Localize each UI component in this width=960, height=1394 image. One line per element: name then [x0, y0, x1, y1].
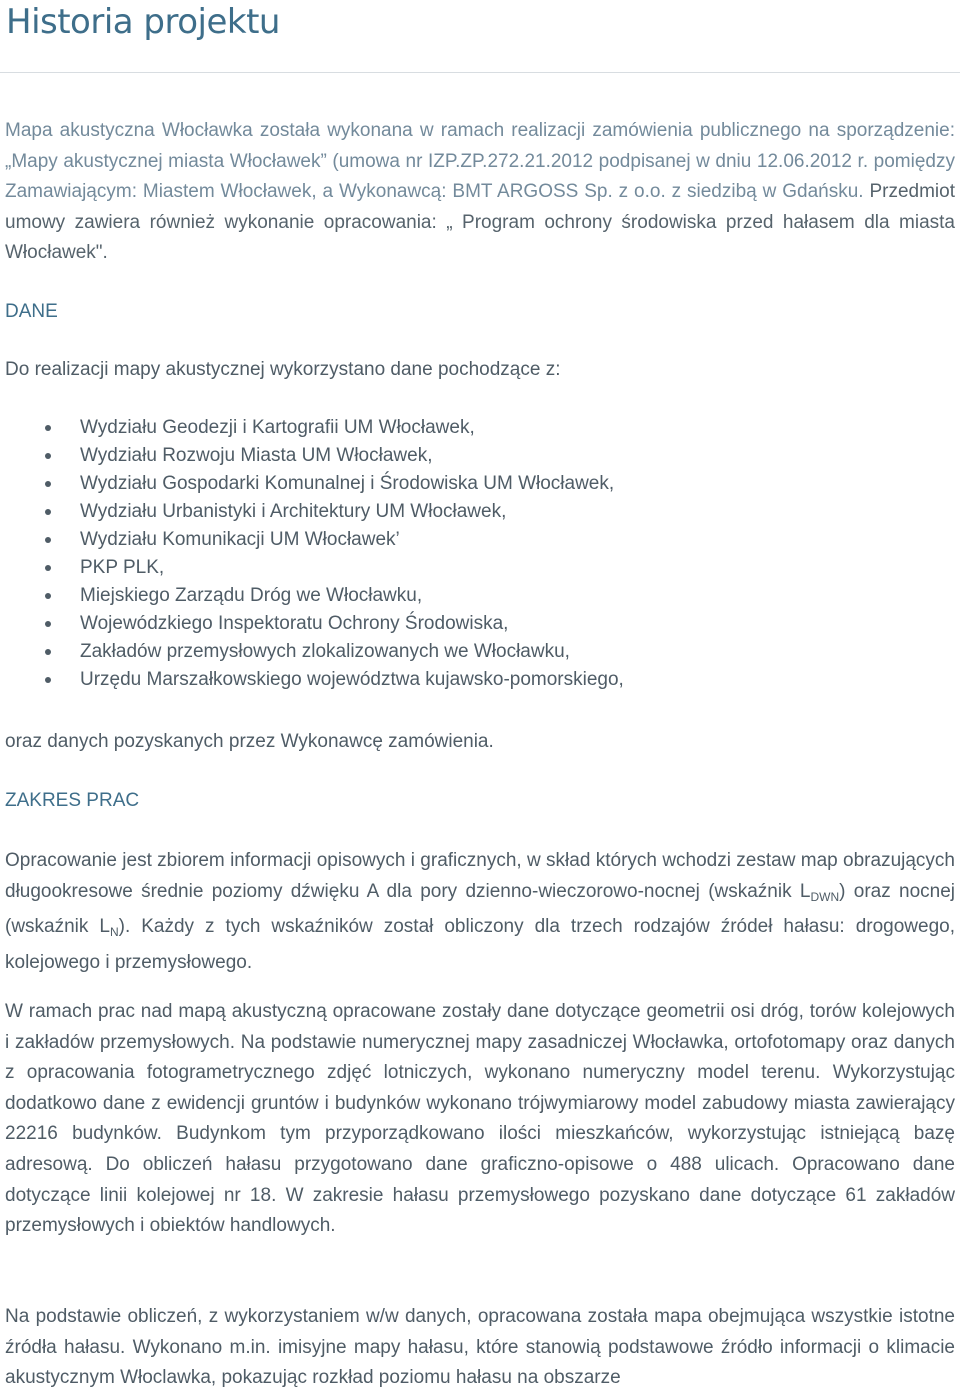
- subscript-dwn: DWN: [810, 889, 840, 904]
- page-title: Historia projektu: [6, 2, 280, 42]
- subscript-n: N: [109, 925, 119, 940]
- intro-text-b: Przedmiot umowy zawiera również wykonanie opracowania: „ Program ochrony środowiska przed hałasem dla miasta Włocławek".: [5, 181, 955, 264]
- bullet-icon: [45, 481, 51, 487]
- bullet-icon: [45, 677, 51, 683]
- bullet-icon: [45, 565, 51, 571]
- list-item: Wojewódzkiego Inspektoratu Ochrony Środowiska,: [0, 610, 624, 638]
- title-divider: [0, 72, 960, 73]
- zakres-paragraph-1: Opracowanie jest zbiorem informacji opisowych i graficznych, w skład których wchodzi zestaw map obrazujących długookresowe średnie poziomy dźwięku A dla pory dzienno-wieczorowo-nocnej (wskaźnik $L_{DWN}$) oraz nocnej (wskaźnik $L_N$). Każdy z tych wskaźników został obliczony dla trzech rodzajów źródeł hałasu: drogowego, kolejowego i przemysłowego.: [5, 850, 956, 973]
- zakres-paragraph-3: Na podstawie obliczeń, z wykorzystaniem w/w danych, opracowana została mapa obejmująca wszystkie istotne źródła hałasu. Wykonano m.in. imisyjne mapy hałasu, które stanowią podstawowe źródło informacji o klimacie akustycznym Włoclawka, pokazując rozkład poziomu hałasu na obszarze: [5, 1306, 955, 1389]
- list-item: Wydziału Rozwoju Miasta UM Włocławek,: [0, 442, 624, 470]
- list-item: Wydziału Urbanistyki i Architektury UM Włocławek,: [0, 498, 624, 526]
- list-item: PKP PLK,: [0, 554, 624, 582]
- bullet-icon: [45, 537, 51, 543]
- list-item: Wydziału Geodezji i Kartografii UM Włocławek,: [0, 414, 624, 442]
- bullet-icon: [45, 649, 51, 655]
- list-item: Wydziału Komunikacji UM Włocławek’: [0, 526, 624, 554]
- section-heading-dane: DANE: [5, 301, 58, 322]
- bullet-icon: [45, 509, 51, 515]
- list-item: Zakładów przemysłowych zlokalizowanych we Włocławku,: [0, 638, 624, 666]
- list-item: Wydziału Gospodarki Komunalnej i Środowiska UM Włocławek,: [0, 470, 624, 498]
- dane-closing: oraz danych pozyskanych przez Wykonawcę zamówienia.: [5, 731, 494, 752]
- bullet-icon: [45, 593, 51, 599]
- zakres-paragraph-2: W ramach prac nad mapą akustyczną opracowane zostały dane dotyczące geometrii osi dróg, torów kolejowych i zakładów przemysłowych. Na podstawie numerycznej mapy zasadniczej Włocławka, ortofotomapy oraz danych z opracowania fotogrametrycznego zdjęć lotniczych, wykonano numeryczny model terenu. Wykorzystując dodatkowo dane z ewidencji gruntów i budynków wykonano trójwymiarowy model zabudowy miasta zawierający 22216 budynków. Budynkom tym przyporządkowano ilości mieszkańców, wykorzystując istniejącą bazę adresową. Do obliczeń hałasu przygotowano dane graficzno-opisowe o 488 ulicach. Opracowano dane dotyczące linii kolejowej nr 18. W zakresie hałasu przemysłowego pozyskano dane dotyczące 61 zakładów przemysłowych i obiektów handlowych.: [5, 1001, 955, 1237]
- intro-text-a: Mapa akustyczna Włocławka została wykonana w ramach realizacji zamówienia publicznego na sporządzenie: „Mapy akustycznej miasta Włocławek” (umowa nr IZP.ZP.272.21.2012 podpisanej w dniu 12.06.2012 r. pomiędzy Zamawiającym: Miastem Włocławek, a Wykonawcą: BMT ARGOSS Sp. z o.o. z siedzibą w Gdańsku.: [5, 120, 955, 203]
- section-heading-zakres: ZAKRES PRAC: [5, 790, 140, 811]
- list-item: Miejskiego Zarządu Dróg we Włocławku,: [0, 582, 624, 610]
- bullet-icon: [45, 425, 51, 431]
- bullet-icon: [45, 621, 51, 627]
- list-item: Urzędu Marszałkowskiego województwa kujawsko-pomorskiego,: [0, 666, 624, 694]
- data-sources-list: [0, 414, 624, 694]
- bullet-icon: [45, 453, 51, 459]
- intro-paragraph: [5, 116, 955, 269]
- dane-lead: Do realizacji mapy akustycznej wykorzystano dane pochodzące z:: [5, 359, 561, 380]
